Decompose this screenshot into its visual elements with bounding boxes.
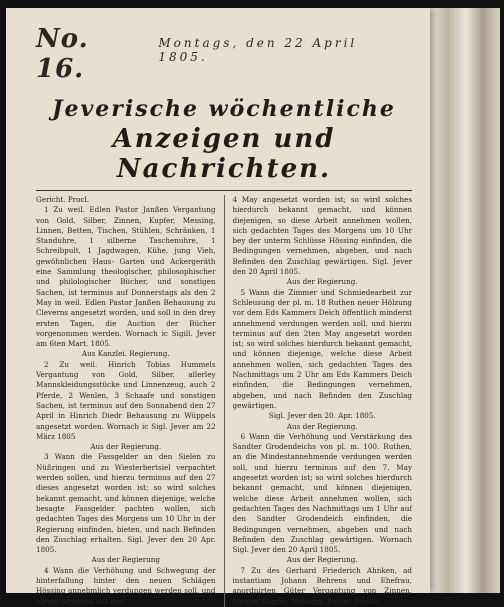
paragraph: 2 Zu weil. Hinrich Tobias Hummels Vergantung von Gold, Silber, allerley Mannskleidungsstücke und Linnenzeug, auch 2 Pferde, 2 Wenlen, 3 Schaafe und sonstigen Sachen, ist terminus auf den Sonnabend den 27 April in Hinrich Diedr Behausung zu Wüppels angesetzt worden. Wornach ic Sigl. Jever am 22 März 1805	[36, 359, 216, 441]
section-heading: Aus der Regierung.	[286, 555, 358, 565]
column-divider	[224, 195, 225, 607]
paragraph: 5 Wann die Zimmer und Schmiedearbeit zur Schleusung der pl. m. 18 Ruthen neuer Hölzung vor dem Eds Kammers Deich öffentlich minderst annehmend verdungen werden soll, und hierzu terminus auf den 2ten May angesetzt worden ist; so wird solches hierdurch bekannt gemacht, und können diejenige, welche diese Arbeit annehmen wollen, sich gedachten Tages des Nachmittags um 2 Uhr am Eds Kammers Deich einfinden, die Bedingungen vernehmen, abgeben, und nach Befinden den Zuschlag gewärtigen.	[232, 287, 413, 410]
issue-number: No. 16.	[36, 24, 89, 84]
paragraph: 1 Zu weil. Edlen Pastor Janßen Vergantung von Gold, Silber, Zinnen, Kupfer, Messing, Linnen, Betten, Tischen, Stühlen, Schränken, 1 Standuhre, 1 silberne Taschenuhre, 1 Schreibpult, 1 Jagdwagen, Kühe, jung Vieh, gewöhnlichen Haus- Garten und Ackergeräth eine Sammlung theologischer, philosophischer und philologischer Bücher, und sonstigen Sachen, ist terminus auf Donnerstags als den 2 May in weil. Edlen Pastor Janßen Behausung zu Cleverns angesetzt worden, und soll in den drey ersten Tagen, die Auction der Bücher vorgenommen werden. Wornach ic Sigill. Jever am 6ten Mart. 1805.	[36, 205, 216, 349]
article-columns	[36, 195, 412, 607]
paragraph: 4 Wann die Verhöhung und Schwegung der hinterfallung hinter den neuen Schlägen Hössing annehmlich verdungen werden soll, und hierzu terminus auf den	[36, 565, 216, 606]
title-line-1: Jeverische wöchentliche	[52, 96, 396, 122]
left-column	[36, 195, 216, 607]
paragraph: 7 Zu des Gerhard Friederich Ahnken, ad instantiam Johann Behrens und Ehefrau, anordnirten Güter Vergantung von Zinnen, Linnen, Kupfer, Messing, Tische, Stühle,	[232, 565, 413, 606]
paragraph: Gericht. Procl.	[36, 195, 90, 204]
masthead-header	[36, 24, 412, 84]
section-heading: Aus der Regierung.	[90, 442, 162, 452]
title-line-2: Anzeigen und Nachrichten.	[112, 124, 336, 184]
right-column	[233, 195, 413, 607]
section-heading: Aus der Regierung.	[286, 277, 358, 287]
section-heading: Aus Kanzlei. Regierung.	[81, 349, 170, 359]
section-heading: Aus der Regierung.	[286, 421, 358, 431]
issue-date: Montags, den 22 April 1805.	[158, 36, 358, 64]
title-rule	[36, 190, 412, 191]
paragraph: 3 Wann die Fassgelder an den Sielen zu Nüßringen und zu Wiesterbertsiel verpachtet werden sollen, und hierzu terminus auf den 27 dieses angesetzt worden ist; so wird solches bekannt gemacht, und können diejenige, welche besagte Fassgelder pachten wollen, sich gedachten Tages des Morgens um 10 Uhr in der Regierung einfinden, bieten, und nach Befinden den Zuschlag erhalten. Sigl. Jever den 20 Apr. 1805.	[36, 452, 216, 555]
section-heading: Aus der Regierung	[91, 555, 160, 565]
paragraph: 6 Wann die Verhöhung und Verstärkung des Sandter Grodendeichs von pl. m. 100. Ruthen, an die Mindestannehmende verdungen werden soll, und hierzu terminus auf den 7. May angesetzt worden ist; so wird solches hierdurch bekannt gemacht, und können diejenigen, welche diese Arbeit annehmen wollen, sich gedachten Tages des Nachmittags um 1 Uhr auf den Sandter Grodendeich einfinden, die Bedingungen vernehmen, abgeben und nach Befinden den Zuschlag gewärtigen. Wornach Sigl. Jever den 20 April 1805.	[232, 431, 413, 555]
section-heading: Sigl. Jever den 20. Apr. 1805.	[268, 411, 376, 421]
paragraph: 4 May angesetzt worden ist; so wird solches hierdurch bekannt gemacht, und können diejenigen, so diese Arbeit annehmen wollen, sich gedachten Tages des Morgens um 10 Uhr bey der unterm Schlüsse Hössing einfinden, die Bedingungen vernehmen, abgeben, und nach Befinden den Zuschlag gewärtigen. Sigl. Jever den 20 April 1805.	[232, 195, 413, 277]
newspaper-page	[6, 8, 430, 606]
